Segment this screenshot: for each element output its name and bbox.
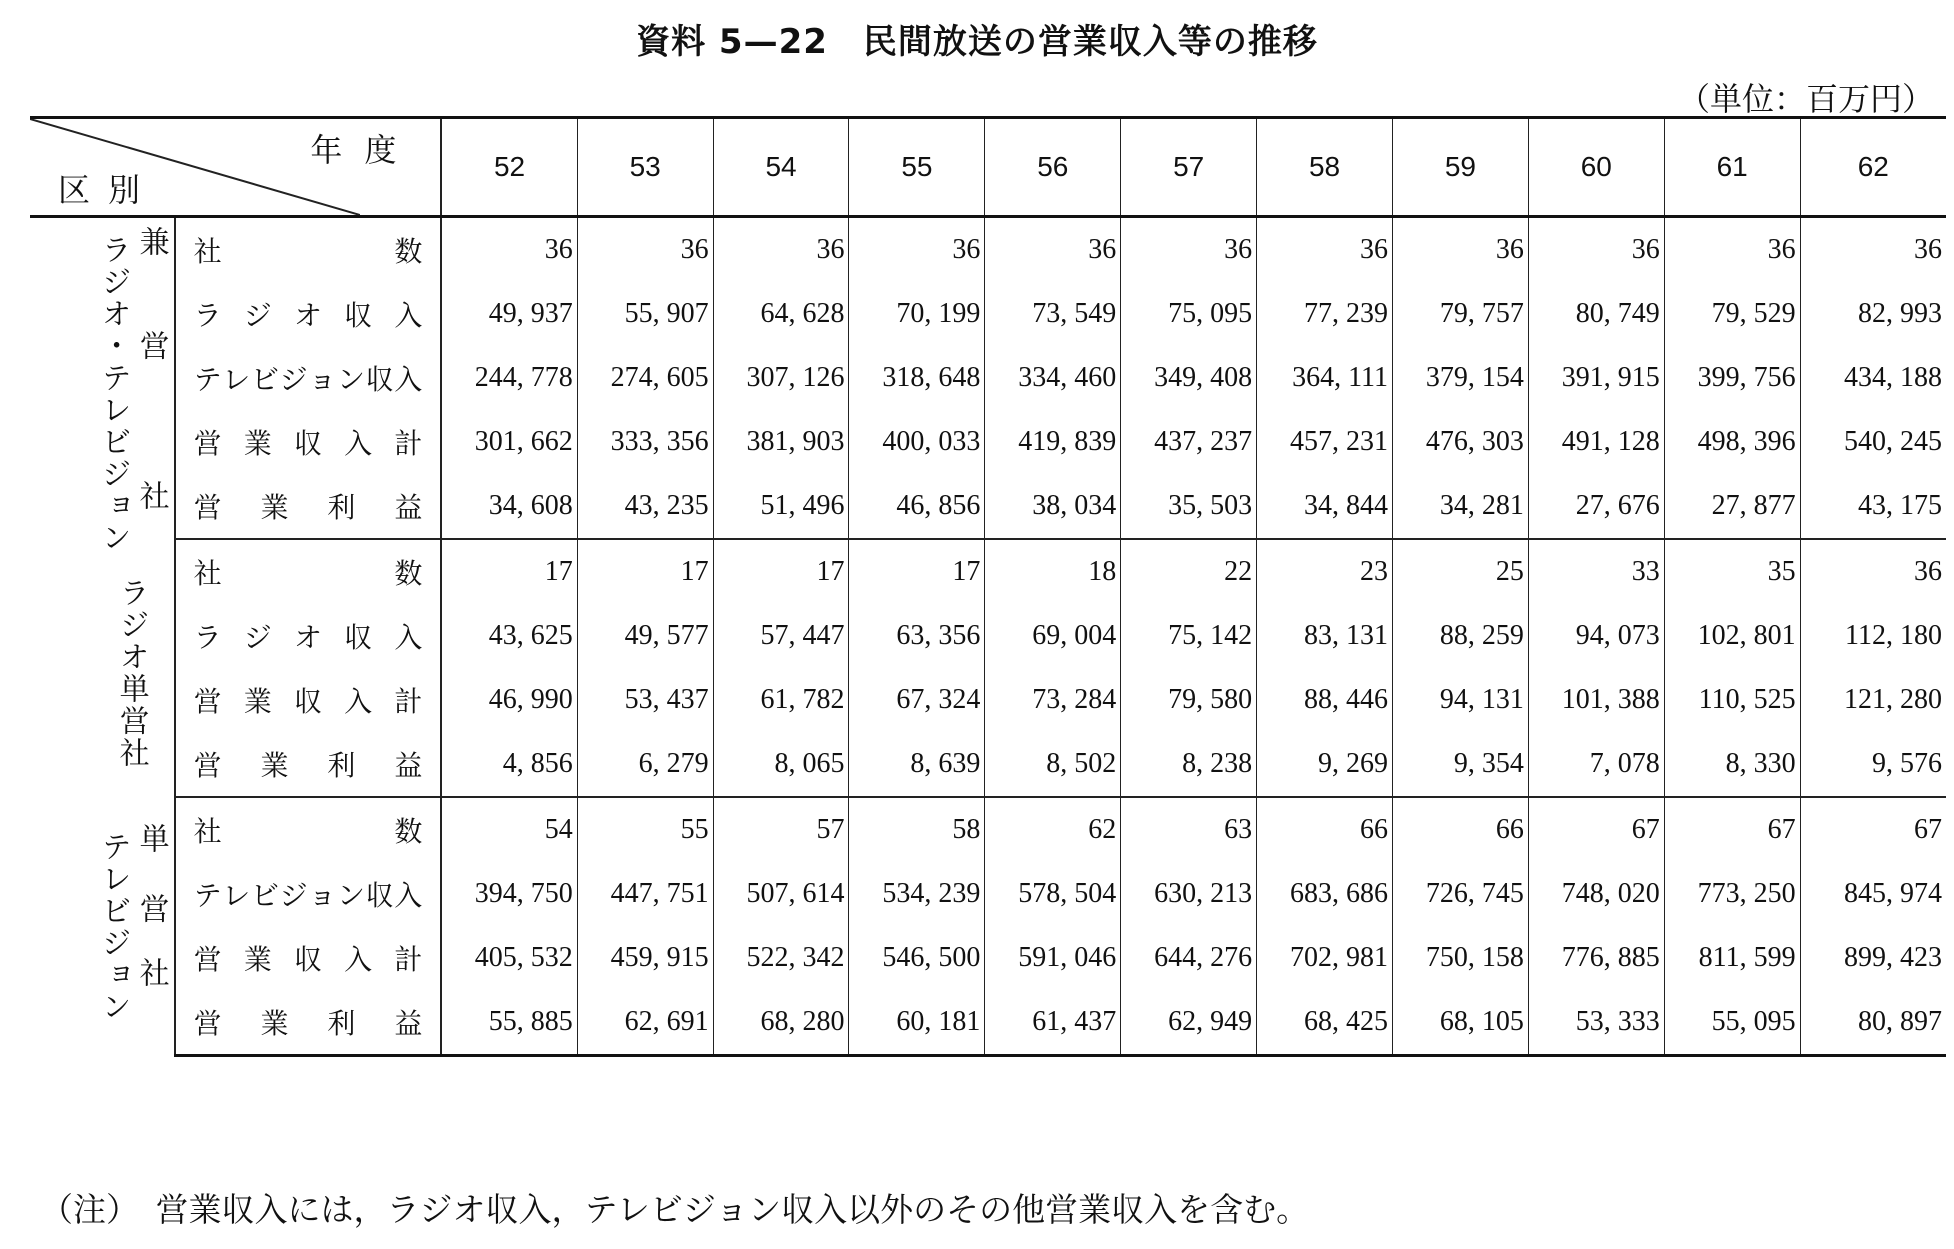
value-cell: 34, 844 [1257,474,1393,539]
value-cell: 55 [577,797,713,862]
value-cell: 79, 529 [1664,282,1800,346]
value-cell: 307, 126 [713,346,849,410]
year-header: 56 [985,118,1121,217]
value-cell: 364, 111 [1257,346,1393,410]
value-cell: 112, 180 [1845,620,1942,651]
value-cell: 67, 324 [849,668,985,732]
row-label-text: 社 数 [193,557,423,590]
value-cell: 53, 333 [1528,990,1664,1056]
value-cell: 507, 614 [713,862,849,926]
footnote: （注） 営業収入には，ラジオ収入，テレビジョン収入以外のその他営業収入を含む。 [40,1190,1310,1229]
value-cell: 36 [1121,217,1257,283]
value-cell: 899, 423 [1844,942,1942,973]
value-cell: 80, 897 [1800,990,1946,1056]
value-cell: 4, 856 [441,732,577,797]
value-cell: 36 [441,217,577,283]
value-cell: 36 [713,217,849,283]
value-cell: 69, 004 [985,604,1121,668]
value-cell: 644, 276 [1121,926,1257,990]
value-cell: 102, 801 [1664,604,1800,668]
value-cell: 36 [1528,217,1664,283]
group-label-cell [30,217,175,554]
row-label-text: 営 業 収 入 計 [193,427,423,460]
value-cell: 419, 839 [985,410,1121,474]
corner-header-cell [30,118,441,217]
table-row [30,217,1946,283]
row-label [175,474,442,539]
value-cell: 94, 131 [1392,668,1528,732]
year-header: 58 [1257,118,1393,217]
group-label-text: 社 [133,957,169,989]
value-cell: 67 [1528,797,1664,862]
value-cell: 68, 280 [713,990,849,1056]
row-label-text: 社 数 [193,235,423,268]
value-cell: 36 [1664,217,1800,283]
row-label [175,797,442,862]
value-cell: 274, 605 [577,346,713,410]
value-cell: 63, 356 [849,604,985,668]
value-cell: 36 [577,217,713,283]
value-cell: 67 [1914,814,1942,845]
value-cell: 540, 245 [1844,426,1942,457]
value-cell: 57, 447 [713,604,849,668]
row-label [175,732,442,797]
value-cell: 68, 425 [1257,990,1393,1056]
value-cell: 43, 625 [441,604,577,668]
value-cell: 578, 504 [985,862,1121,926]
value-cell: 17 [849,539,985,604]
value-cell: 62, 949 [1121,990,1257,1056]
value-cell: 546, 500 [849,926,985,990]
row-label-text: 営 業 利 益 [193,1007,423,1040]
table-row [30,797,1946,862]
value-cell: 476, 303 [1392,410,1528,474]
value-cell: 64, 628 [713,282,849,346]
value-cell: 244, 778 [441,346,577,410]
value-cell: 54 [441,797,577,862]
value-cell: 55, 885 [441,990,577,1056]
value-cell: 49, 937 [441,282,577,346]
row-label-text: ラ ジ オ 収 入 [193,299,423,332]
value-cell: 334, 460 [985,346,1121,410]
value-cell: 36 [985,217,1121,283]
value-cell: 8, 502 [985,732,1121,797]
value-cell: 33 [1528,539,1664,604]
table-row [30,604,1946,668]
value-cell: 60, 181 [849,990,985,1056]
row-label-text: 社 数 [193,815,423,848]
value-cell: 36 [1257,217,1393,283]
group-label-cell [30,797,175,1056]
row-label [175,604,442,668]
table-row [30,668,1946,732]
value-cell: 534, 239 [849,862,985,926]
value-cell: 75, 142 [1121,604,1257,668]
year-header: 60 [1528,118,1664,217]
row-label [175,926,442,990]
value-cell: 34, 281 [1392,474,1528,539]
value-cell: 46, 990 [441,668,577,732]
value-cell: 49, 577 [577,604,713,668]
value-cell: 34, 608 [441,474,577,539]
value-cell: 61, 782 [713,668,849,732]
value-cell: 62 [985,797,1121,862]
year-header: 54 [713,118,849,217]
row-label-text: 営 業 収 入 計 [193,685,423,718]
value-cell: 36 [1392,217,1528,283]
value-cell: 447, 751 [577,862,713,926]
value-cell: 27, 877 [1664,474,1800,539]
group-label-text: ラジオ単営社 [113,577,149,769]
value-cell: 498, 396 [1664,410,1800,474]
value-cell: 434, 188 [1844,362,1942,393]
year-header: 57 [1121,118,1257,217]
value-cell: 101, 388 [1528,668,1664,732]
value-cell: 405, 532 [441,926,577,990]
value-cell: 750, 158 [1392,926,1528,990]
row-label-text: テ レ ビ ジ ョ ン 収 入 [193,363,423,396]
year-header: 52 [441,118,577,217]
row-label-text: 営 業 利 益 [193,749,423,782]
row-label [175,410,442,474]
value-cell: 683, 686 [1257,862,1393,926]
group-label-cell [30,539,175,797]
value-cell: 381, 903 [713,410,849,474]
value-cell: 36 [1914,234,1942,265]
table-row [30,282,1946,346]
value-cell: 17 [441,539,577,604]
value-cell: 22 [1121,539,1257,604]
table-row [30,346,1946,410]
table-row [30,732,1946,797]
value-cell: 67 [1664,797,1800,862]
value-cell: 62, 691 [577,990,713,1056]
value-cell: 80, 749 [1528,282,1664,346]
value-cell: 591, 046 [985,926,1121,990]
year-header: 55 [849,118,985,217]
value-cell: 400, 033 [849,410,985,474]
value-cell: 121, 280 [1844,684,1942,715]
value-cell: 51, 496 [713,474,849,539]
group-label-text: 営 [133,330,169,362]
row-label-text: 営 業 収 入 計 [193,943,423,976]
value-cell: 88, 259 [1392,604,1528,668]
header-row [30,118,1946,217]
value-cell: 748, 020 [1528,862,1664,926]
value-cell: 83, 131 [1257,604,1393,668]
value-cell: 726, 745 [1392,862,1528,926]
value-cell: 58 [849,797,985,862]
table-row [30,862,1946,926]
value-cell: 75, 095 [1121,282,1257,346]
row-label-text: 営 業 利 益 [193,491,423,524]
value-cell: 776, 885 [1528,926,1664,990]
value-cell: 110, 525 [1664,668,1800,732]
value-cell: 73, 284 [985,668,1121,732]
year-header: 59 [1392,118,1528,217]
value-cell: 25 [1392,539,1528,604]
value-cell: 301, 662 [441,410,577,474]
value-cell: 43, 175 [1800,474,1946,539]
value-cell: 773, 250 [1664,862,1800,926]
value-cell: 8, 330 [1664,732,1800,797]
value-cell: 8, 065 [713,732,849,797]
year-header: 53 [577,118,713,217]
value-cell: 36 [849,217,985,283]
value-cell: 68, 105 [1392,990,1528,1056]
unit-label: （単位：百万円） [1677,80,1934,118]
value-cell: 394, 750 [441,862,577,926]
value-cell: 55, 095 [1664,990,1800,1056]
value-cell: 53, 437 [577,668,713,732]
value-cell: 379, 154 [1392,346,1528,410]
value-cell: 522, 342 [713,926,849,990]
value-cell: 66 [1257,797,1393,862]
value-cell: 333, 356 [577,410,713,474]
value-cell: 630, 213 [1121,862,1257,926]
value-cell: 457, 231 [1257,410,1393,474]
value-cell: 35 [1664,539,1800,604]
value-cell: 70, 199 [849,282,985,346]
group-label-text: 営 [133,893,169,925]
row-label [175,217,442,283]
row-label [175,282,442,346]
group-label-text: 兼 [133,226,169,258]
group-label-text: 社 [133,480,169,512]
row-label-text: テ レ ビ ジ ョ ン 収 入 [193,879,423,912]
value-cell: 318, 648 [849,346,985,410]
table-row [30,539,1946,604]
value-cell: 38, 034 [985,474,1121,539]
broadcast-revenue-table [30,116,1946,1057]
table-row [30,990,1946,1056]
value-cell: 61, 437 [985,990,1121,1056]
value-cell: 17 [577,539,713,604]
value-cell: 459, 915 [577,926,713,990]
value-cell: 88, 446 [1257,668,1393,732]
table-row [30,474,1946,539]
table-row [30,926,1946,990]
value-cell: 391, 915 [1528,346,1664,410]
value-cell: 23 [1257,539,1393,604]
value-cell: 82, 993 [1858,298,1942,329]
row-label [175,990,442,1056]
value-cell: 94, 073 [1528,604,1664,668]
value-cell: 36 [1914,556,1942,587]
value-cell: 77, 239 [1257,282,1393,346]
year-header: 62 [1800,118,1946,217]
row-label [175,862,442,926]
value-cell: 8, 639 [849,732,985,797]
row-label [175,346,442,410]
value-cell: 6, 279 [577,732,713,797]
value-cell: 9, 354 [1392,732,1528,797]
value-cell: 702, 981 [1257,926,1393,990]
value-cell: 845, 974 [1844,878,1942,909]
value-cell: 9, 576 [1800,732,1946,797]
year-header: 61 [1664,118,1800,217]
value-cell: 18 [985,539,1121,604]
category-header-label: 区別 [58,171,159,209]
value-cell: 79, 580 [1121,668,1257,732]
value-cell: 349, 408 [1121,346,1257,410]
value-cell: 55, 907 [577,282,713,346]
value-cell: 8, 238 [1121,732,1257,797]
row-label [175,668,442,732]
group-label-text: 単 [133,823,169,855]
value-cell: 46, 856 [849,474,985,539]
value-cell: 66 [1392,797,1528,862]
document-title: 資料 5—22 民間放送の営業収入等の推移 [636,22,1318,62]
value-cell: 27, 676 [1528,474,1664,539]
value-cell: 35, 503 [1121,474,1257,539]
value-cell: 43, 235 [577,474,713,539]
group-label-text: テレビジョン [95,831,131,1023]
value-cell: 437, 237 [1121,410,1257,474]
group-label-text: ラジオ・テレビジョン [95,234,131,554]
row-label [175,539,442,604]
row-label-text: ラ ジ オ 収 入 [193,621,423,654]
value-cell: 17 [713,539,849,604]
value-cell: 9, 269 [1257,732,1393,797]
value-cell: 79, 757 [1392,282,1528,346]
value-cell: 73, 549 [985,282,1121,346]
value-cell: 7, 078 [1528,732,1664,797]
value-cell: 63 [1121,797,1257,862]
year-header-label: 年度 [310,131,419,169]
value-cell: 811, 599 [1664,926,1800,990]
value-cell: 57 [713,797,849,862]
value-cell: 399, 756 [1664,346,1800,410]
value-cell: 491, 128 [1528,410,1664,474]
table-row [30,410,1946,474]
